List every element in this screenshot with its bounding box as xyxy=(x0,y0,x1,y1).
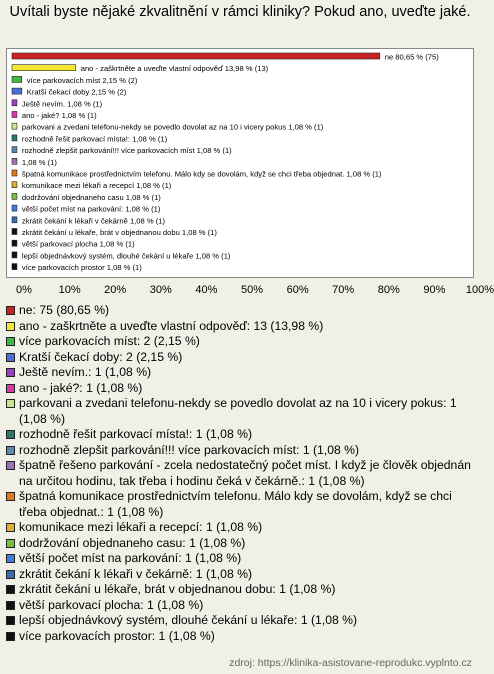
legend-item xyxy=(6,520,476,536)
legend-swatch xyxy=(6,601,15,610)
bar-label-18: více parkovacích prostor 1,08 % (1) xyxy=(21,263,142,273)
legend-label: více parkovacích míst: 2 (2,15 %) xyxy=(19,334,200,348)
bar-0 xyxy=(12,53,380,59)
legend-label: ano - jaké?: 1 (1,08 %) xyxy=(19,380,143,395)
x-tick-label: 70% xyxy=(332,284,355,296)
bar-1 xyxy=(12,65,76,71)
legend-item xyxy=(6,365,476,381)
x-tick-label: 30% xyxy=(149,284,172,296)
bar-5 xyxy=(12,112,17,118)
legend-swatch xyxy=(6,446,15,455)
legend-swatch xyxy=(6,337,15,346)
legend-label: špatná komunikace prostřednictvím telefonu. Málo kdy se dovolám, když se chci třeba objednat.: 1 (1,08 %) xyxy=(19,489,452,519)
x-tick-label: 80% xyxy=(377,284,400,296)
plot-area xyxy=(6,48,474,278)
bar-label-1: ano - zaškrtněte a uveďte vlastní odpověď 13,98 % (13) xyxy=(80,64,269,74)
legend-swatch xyxy=(6,585,15,594)
legend-item xyxy=(6,536,476,552)
bar-label-7: rozhodně řešit parkovací místa!: 1,08 % (1) xyxy=(21,134,168,144)
legend-label: větší parkovací plocha: 1 (1,08 %) xyxy=(19,597,204,612)
bar-10 xyxy=(12,170,17,176)
legend-swatch xyxy=(6,430,15,439)
bar-label-5: ano - jaké? 1,08 % (1) xyxy=(21,111,97,120)
legend-label: dodržování objednaneho casu: 1 (1,08 %) xyxy=(19,535,246,550)
legend-label: ne: 75 (80,65 %) xyxy=(19,303,110,317)
bar-13 xyxy=(12,205,17,211)
bar-16 xyxy=(12,240,17,246)
bar-18 xyxy=(12,264,17,270)
x-tick-label: 100% xyxy=(465,284,494,296)
legend-label: lepší objednávkový systém, dlouhé čekání u lékaře: 1 (1,08 %) xyxy=(19,613,358,627)
legend-label: parkovani a zvedani telefonu-nekdy se povedlo dovolat az na 10 i vicery pokus: 1 (1,08 %) xyxy=(19,396,457,426)
legend-label: zkrátit čekání u lékaře, brát v objednanou dobu: 1 (1,08 %) xyxy=(19,582,336,596)
legend-item xyxy=(6,598,476,614)
bar-label-15: zkrátit čekání u lékaře, brát v objednanou dobu 1,08 % (1) xyxy=(21,228,217,237)
bar-3 xyxy=(12,88,22,94)
x-tick-label: 40% xyxy=(195,284,218,296)
legend-item xyxy=(6,629,476,645)
legend-item xyxy=(6,350,476,366)
bar-label-13: větší počet míst na parkování: 1,08 % (1) xyxy=(21,204,161,214)
legend-swatch xyxy=(6,368,15,377)
legend-label: rozhodně zlepšit parkování!!! více parkovacích míst: 1 (1,08 %) xyxy=(19,442,360,457)
bar-label-4: Ještě nevím. 1,08 % (1) xyxy=(21,99,103,109)
legend-label: větší počet míst na parkování: 1 (1,08 %) xyxy=(19,551,242,565)
bar-9 xyxy=(12,158,17,164)
legend-swatch xyxy=(6,399,15,408)
legend-item xyxy=(6,458,476,489)
x-tick-label: 60% xyxy=(286,284,309,296)
legend-label: ano - zaškrtněte a uveďte vlastní odpověď: 13 (13,98 %) xyxy=(19,318,324,333)
x-axis-ticks xyxy=(0,284,494,298)
bar-14 xyxy=(12,217,17,223)
bar-label-12: dodržování objednaneho casu 1,08 % (1) xyxy=(21,192,161,202)
x-tick-label: 0% xyxy=(16,284,32,296)
legend-label: rozhodně řešit parkovací místa!: 1 (1,08 %) xyxy=(19,427,253,441)
source-link[interactable]: zdroj: https://klinika-asistovane-reprodukc.vyplnto.cz xyxy=(229,657,472,669)
x-tick-label: 10% xyxy=(58,284,81,296)
legend-swatch xyxy=(6,570,15,579)
legend-swatch xyxy=(6,322,15,331)
x-tick-label: 20% xyxy=(104,284,127,296)
bar-11 xyxy=(12,182,17,188)
bar-7 xyxy=(12,135,17,141)
legend-label: více parkovacích prostor: 1 (1,08 %) xyxy=(19,628,215,643)
bar-12 xyxy=(12,193,17,199)
legend-item xyxy=(6,582,476,598)
bar-label-11: komunikace mezi lékaři a recepcí 1,08 % (1) xyxy=(21,181,172,191)
legend-swatch xyxy=(6,492,15,501)
legend-item xyxy=(6,567,476,583)
legend-label: Ještě nevím.: 1 (1,08 %) xyxy=(19,365,152,379)
legend-item xyxy=(6,489,476,520)
legend-item xyxy=(6,551,476,567)
bar-2 xyxy=(12,76,22,82)
bar-17 xyxy=(12,252,17,258)
bar-15 xyxy=(12,229,17,235)
legend-swatch xyxy=(6,353,15,362)
legend-swatch xyxy=(6,616,15,625)
legend-item xyxy=(6,396,476,427)
legend-swatch xyxy=(6,306,15,315)
legend-label: zkrátit čekání k lékaři v čekárně: 1 (1,08 %) xyxy=(19,566,253,581)
bar-label-9: 1,08 % (1) xyxy=(21,157,57,167)
bar-label-3: Kratší čekací doby 2,15 % (2) xyxy=(26,87,127,97)
x-tick-label: 90% xyxy=(423,284,446,296)
bar-6 xyxy=(12,123,17,129)
bar-label-10: špatná komunikace prostřednictvím telefonu. Málo kdy se dovolám, když se chci třeba objednat. 1,08 % (1) xyxy=(21,169,382,179)
bar-4 xyxy=(12,100,17,106)
legend-swatch xyxy=(6,384,15,393)
bar-label-14: zkrátit čekání k lékaři v čekárně 1,08 % (1) xyxy=(21,216,166,226)
legend-item xyxy=(6,427,476,443)
legend-item xyxy=(6,613,476,629)
x-tick-label: 50% xyxy=(240,284,264,296)
chart-title: Uvítali byste nějaké zkvalitnění v rámci kliniky? Pokud ano, uveďte jaké. xyxy=(9,4,471,20)
legend-swatch xyxy=(6,523,15,532)
legend-label: komunikace mezi lékaři a recepcí: 1 (1,08 %) xyxy=(19,520,263,534)
legend-swatch xyxy=(6,461,15,470)
bar-label-8: rozhodně zlepšit parkování!!! více parkovacích míst 1,08 % (1) xyxy=(21,146,232,156)
bar-label-2: více parkovacích míst 2,15 % (2) xyxy=(26,75,138,85)
bar-label-6: parkovani a zvedani telefonu-nekdy se povedlo dovolat az na 10 i vicery pokus 1,08 % (1) xyxy=(21,122,324,132)
legend-item xyxy=(6,319,476,335)
bar-8 xyxy=(12,147,17,153)
legend-label: špatně řešeno parkování - zcela nedostatečný počet míst. I když je člověk objednán na určitou hodinu, tak třeba i hodinu čeká v čekárně.: 1 (1,08 %) xyxy=(19,458,471,488)
legend-item xyxy=(6,381,476,397)
legend xyxy=(6,303,476,644)
bar-label-17: lepší objednávkový systém, dlouhé čekání u lékaře 1,08 % (1) xyxy=(21,251,231,261)
legend-item xyxy=(6,303,476,319)
legend-swatch xyxy=(6,554,15,563)
legend-label: Kratší čekací doby: 2 (2,15 %) xyxy=(19,349,183,364)
legend-swatch xyxy=(6,632,15,641)
legend-item xyxy=(6,443,476,459)
legend-swatch xyxy=(6,539,15,548)
legend-item xyxy=(6,334,476,350)
bar-label-16: větší parkovací plocha 1,08 % (1) xyxy=(21,239,135,249)
bar-label-0: ne 80,65 % (75) xyxy=(384,52,439,62)
